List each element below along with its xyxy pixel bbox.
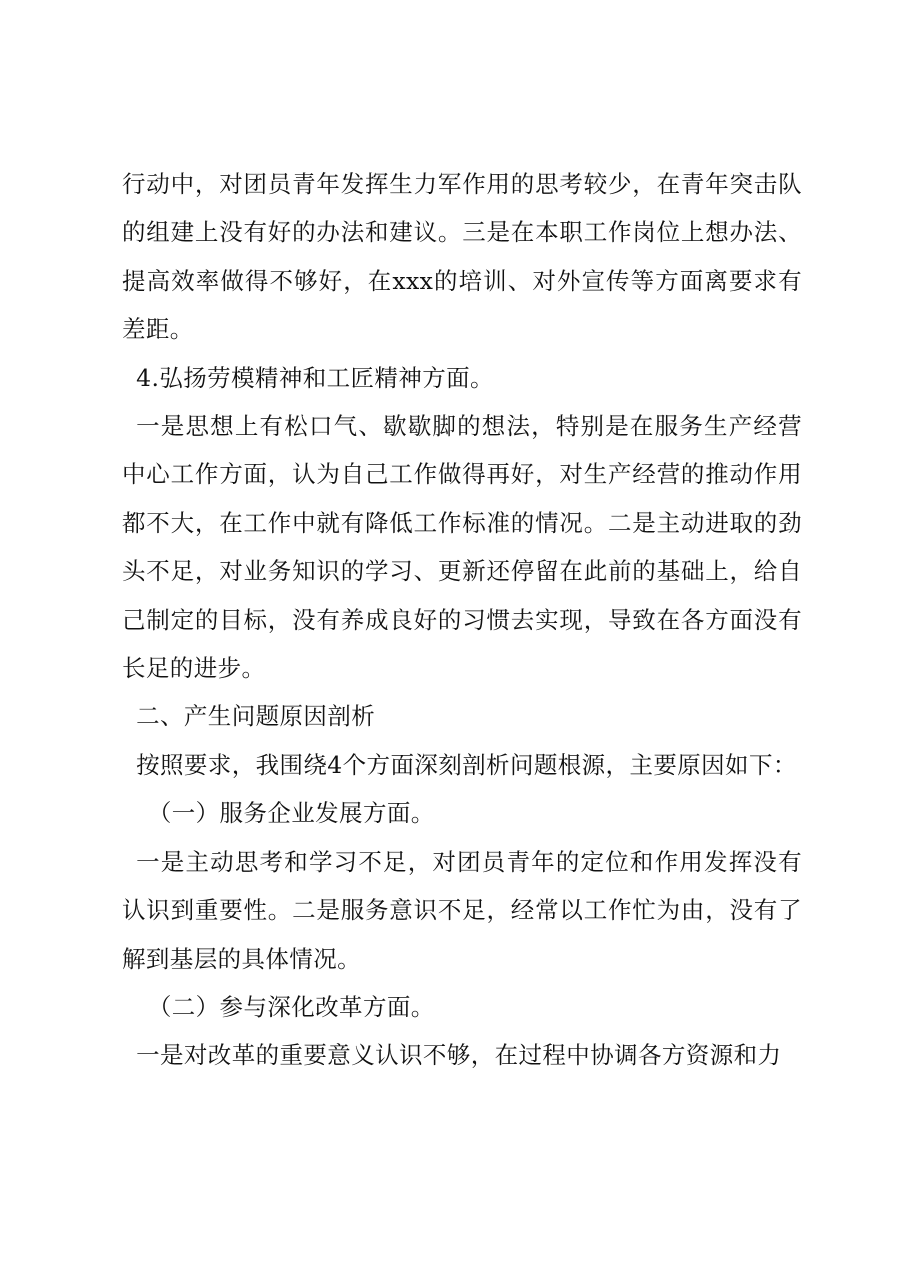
heading-item-4: 4.弘扬劳模精神和工匠精神方面。 [136, 363, 494, 392]
subheading-1: （一）服务企业发展方面。 [147, 799, 435, 828]
paragraph-continuation: 行动中，对团员青年发挥生力军作用的思考较少，在青年突击队的组建上没有好的办法和建议。三是在本职工作岗位上想办法、提高效率做得不够好，在xxx的培训、对外宣传等方面离要求有差距。 [122, 170, 802, 344]
paragraph-item-4-body: 一是思想上有松口气、歇歇脚的想法，特别是在服务生产经营中心工作方面，认为自己工作做得再好，对生产经营的推动作用都不大，在工作中就有降低工作标准的情况。二是主动进取的劲头不足，对业务知识的学习、更新还停留在此前的基础上，给自己制定的目标，没有养成良好的习惯去实现，导致在各方面没有长足的进步。 [122, 412, 802, 683]
paragraph-section-2-intro: 按照要求，我围绕4个方面深刻剖析问题根源，主要原因如下： [136, 750, 797, 779]
subheading-2: （二）参与深化改革方面。 [147, 992, 435, 1021]
section-heading-2: 二、产生问题原因剖析 [136, 702, 376, 731]
document-body [122, 160, 802, 1080]
paragraph-subsection-1-body: 一是主动思考和学习不足，对团员青年的定位和作用发挥没有认识到重要性。二是服务意识不足，经常以工作忙为由，没有了解到基层的具体情况。 [122, 847, 802, 973]
paragraph-subsection-2-body: 一是对改革的重要意义认识不够，在过程中协调各方资源和力 [136, 1041, 782, 1070]
